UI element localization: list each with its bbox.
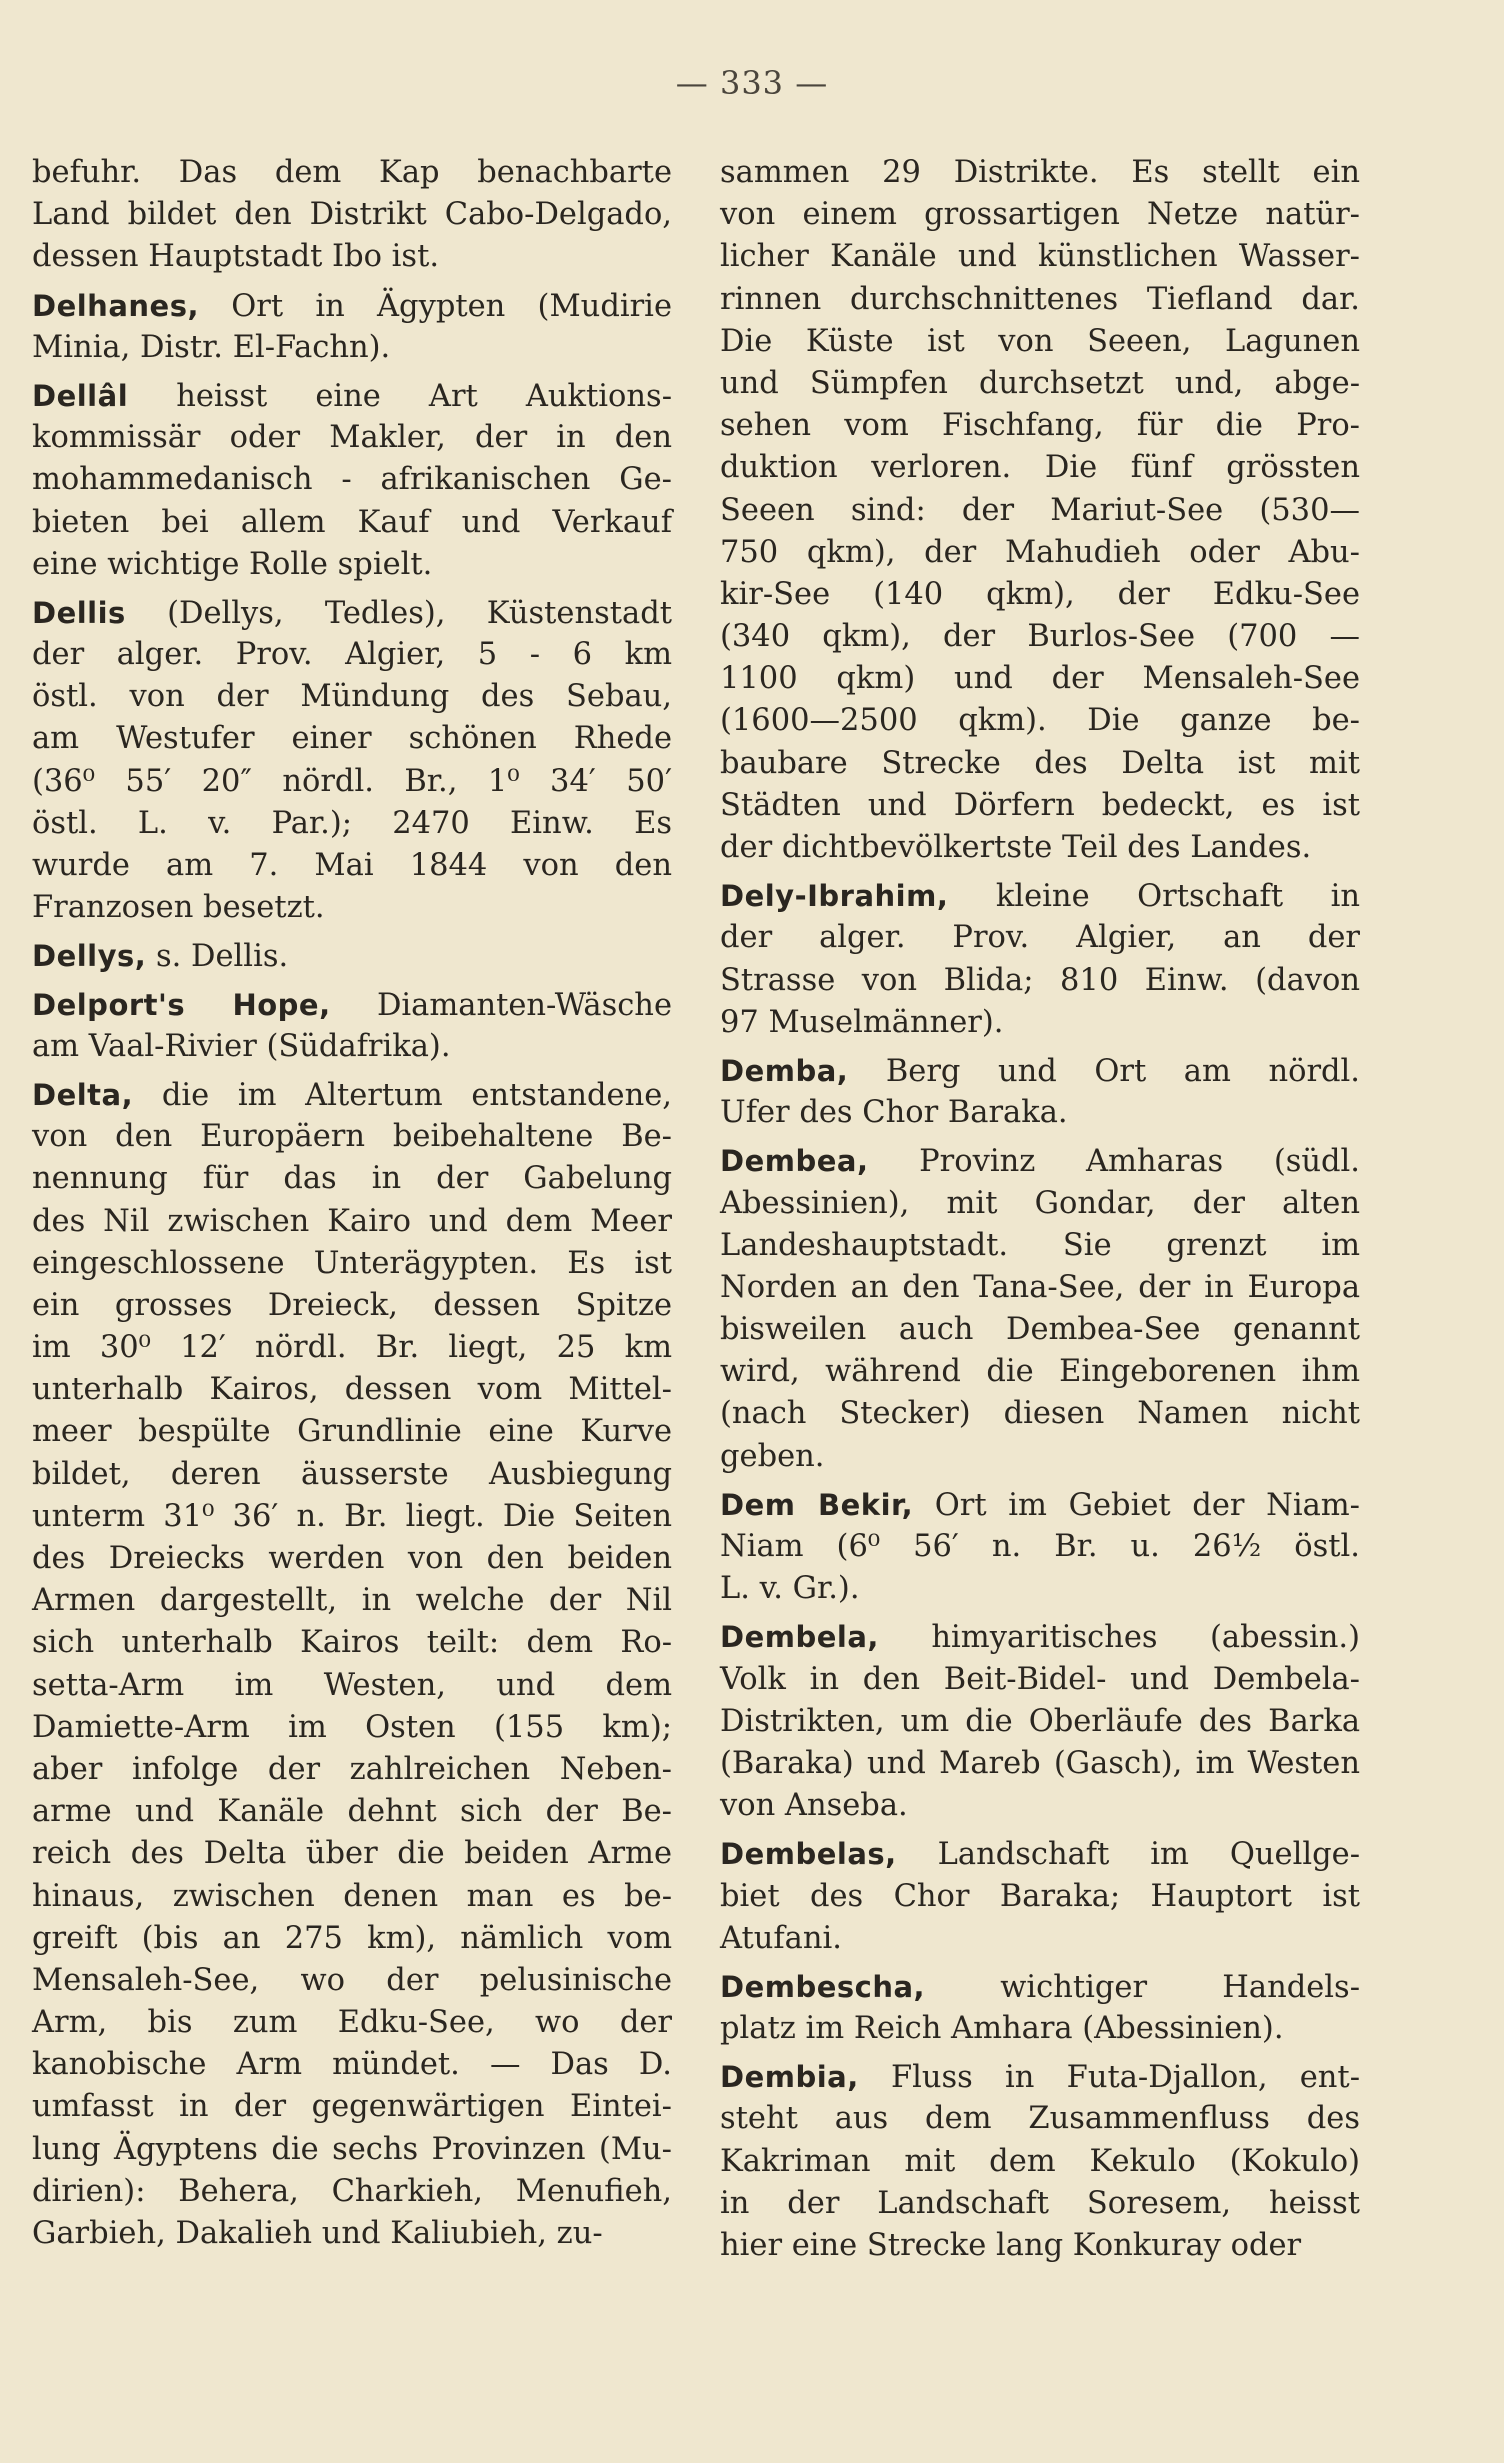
line-text: arme und Kanäle dehnt sich der Be- <box>32 1794 672 1830</box>
text-line <box>720 1568 1360 1610</box>
line-text: Atufani. <box>720 1920 842 1956</box>
line-text: kanobische Arm mündet. — Das D. <box>32 2047 672 2083</box>
text-line <box>32 152 672 194</box>
line-text: des Dreiecks werden von den beiden <box>32 1541 672 1576</box>
text-line <box>720 2225 1360 2267</box>
text-line <box>32 1665 672 1707</box>
dictionary-entry <box>720 1050 1360 1134</box>
text-line <box>720 1616 1360 1658</box>
line-text: die im Altertum entstandene, <box>133 1077 672 1113</box>
line-text: umfasst in der gegenwärtigen Eintei- <box>32 2089 672 2125</box>
text-line <box>720 658 1360 700</box>
text-line <box>32 1201 672 1243</box>
dictionary-entry <box>32 1074 672 2255</box>
text-line <box>720 827 1360 869</box>
text-line <box>720 321 1360 363</box>
text-line <box>720 194 1360 236</box>
text-line <box>32 1580 672 1622</box>
entry-keyword: Delta, <box>32 1077 134 1112</box>
text-line <box>720 1309 1360 1351</box>
text-line <box>720 1918 1360 1960</box>
line-text: von einem grossartigen Netze natür- <box>720 197 1360 233</box>
text-line <box>720 1267 1360 1309</box>
line-text: am Vaal-Rivier (Südafrika). <box>32 1028 451 1064</box>
line-text: Ufer des Chor Baraka. <box>720 1095 1068 1131</box>
line-text: eine wichtige Rolle spielt. <box>32 546 433 582</box>
text-line <box>32 845 672 887</box>
line-text: greift (bis an 275 km), nämlich vom <box>32 1920 672 1956</box>
text-line <box>32 1285 672 1327</box>
text-line <box>32 502 672 544</box>
line-text: kir-See (140 qkm), der Edku-See <box>720 576 1360 612</box>
dictionary-entry <box>32 984 672 1068</box>
line-text: Arm, bis zum Edku-See, wo der <box>32 2005 672 2041</box>
entry-keyword: Dembea, <box>720 1144 869 1179</box>
text-line <box>32 236 672 278</box>
text-line <box>32 194 672 236</box>
line-text: (340 qkm), der Burlos-See (700 — <box>720 619 1360 655</box>
text-line <box>720 1526 1360 1568</box>
left-column <box>32 152 672 2261</box>
line-text: Niam (6⁰ 56′ n. Br. u. 26½ östl. <box>720 1529 1360 1564</box>
text-line <box>720 2141 1360 2183</box>
text-line <box>720 1183 1360 1225</box>
line-text: Fluss in Futa-Djallon, ent- <box>858 2060 1360 2096</box>
line-text: bieten bei allem Kauf und Verkauf <box>32 504 672 540</box>
dictionary-entry <box>720 1833 1360 1960</box>
text-line <box>32 544 672 586</box>
line-text: steht aus dem Zusammenfluss des <box>720 2101 1360 2137</box>
line-text: platz im Reich Amhara (Abessinien). <box>720 2011 1284 2047</box>
line-text: Landeshauptstadt. Sie grenzt im <box>720 1227 1360 1263</box>
line-text: Armen dargestellt, in welche der Nil <box>32 1583 672 1619</box>
line-text: dirien): Behera, Charkieh, Menufieh, <box>32 2173 672 2209</box>
text-line <box>32 1026 672 1068</box>
text-line <box>32 935 672 977</box>
text-line <box>720 1050 1360 1092</box>
line-text: Land bildet den Distrikt Cabo-Delgado, <box>32 197 672 233</box>
dictionary-entry <box>720 1484 1360 1611</box>
line-text: ein grosses Dreieck, dessen Spitze <box>32 1287 672 1323</box>
line-text: aber infolge der zahlreichen Neben- <box>32 1751 672 1787</box>
line-text: geben. <box>720 1438 825 1474</box>
text-line <box>32 2213 672 2255</box>
line-text: setta-Arm im Westen, und dem <box>32 1667 672 1703</box>
line-text: biet des Chor Baraka; Hauptort ist <box>720 1878 1360 1914</box>
line-text: mohammedanisch - afrikanischen Ge- <box>32 462 672 498</box>
dictionary-entry <box>32 285 672 369</box>
text-line <box>32 634 672 676</box>
line-text: Abessinien), mit Gondar, der alten <box>720 1185 1360 1221</box>
line-text: rinnen durchschnittenes Tiefland dar. <box>720 281 1360 317</box>
dictionary-entry <box>32 935 672 977</box>
line-text: sehen vom Fischfang, für die Pro- <box>720 408 1360 444</box>
line-text: licher Kanäle und künstlichen Wasser- <box>720 239 1360 275</box>
line-text: 97 Muselmänner). <box>720 1004 1004 1040</box>
text-line <box>720 2008 1360 2050</box>
text-line <box>32 676 672 718</box>
line-text: kleine Ortschaft in <box>948 879 1360 915</box>
text-line <box>720 1833 1360 1875</box>
text-line <box>720 405 1360 447</box>
text-line <box>32 2171 672 2213</box>
text-line <box>720 2098 1360 2140</box>
text-line <box>720 1436 1360 1478</box>
text-line <box>32 2086 672 2128</box>
text-line <box>720 917 1360 959</box>
entry-keyword: Delport's Hope, <box>32 987 331 1022</box>
text-line <box>720 1659 1360 1701</box>
line-text: der dichtbevölkertste Teil des Landes. <box>720 830 1312 865</box>
line-text: duktion verloren. Die fünf grössten <box>720 450 1360 486</box>
line-text: Landschaft im Quellge- <box>896 1837 1360 1873</box>
line-text: Volk in den Beit-Bidel- und Dembela- <box>720 1661 1360 1697</box>
text-line <box>32 887 672 929</box>
line-text: von den Europäern beibehaltene Be- <box>32 1119 672 1155</box>
text-line <box>32 718 672 760</box>
line-text: Norden an den Tana-See, der in Europa <box>720 1269 1360 1305</box>
text-line <box>32 1116 672 1158</box>
entry-keyword: Delhanes, <box>32 288 199 323</box>
text-line <box>32 285 672 327</box>
text-line <box>720 2183 1360 2225</box>
dictionary-entry <box>32 592 672 930</box>
text-line <box>720 236 1360 278</box>
text-line <box>720 574 1360 616</box>
line-text: des Nil zwischen Kairo und dem Meer <box>32 1203 672 1239</box>
line-text: Provinz Amharas (südl. <box>868 1144 1360 1180</box>
line-text: Ort im Gebiet der Niam- <box>913 1487 1360 1523</box>
text-line <box>32 2002 672 2044</box>
text-line <box>32 375 672 417</box>
line-text: Berg und Ort am nördl. <box>848 1053 1360 1089</box>
text-line <box>720 152 1360 194</box>
line-text: (36⁰ 55′ 20″ nördl. Br., 1⁰ 34′ 50′ <box>32 763 672 799</box>
line-text: Minia, Distr. El-Fachn). <box>32 329 391 365</box>
text-line <box>720 279 1360 321</box>
line-text: der alger. Prov. Algier, 5 - 6 km <box>32 637 672 673</box>
text-line <box>720 1225 1360 1267</box>
dictionary-entry <box>720 152 1360 869</box>
line-text: östl. von der Mündung des Sebau, <box>32 679 672 715</box>
line-text: der alger. Prov. Algier, an der <box>720 920 1360 956</box>
text-line <box>32 803 672 845</box>
text-line <box>32 417 672 459</box>
text-line <box>32 2044 672 2086</box>
line-text: am Westufer einer schönen Rhede <box>32 721 672 757</box>
dictionary-entry <box>720 1140 1360 1478</box>
line-text: hier eine Strecke lang Konkuray oder <box>720 2228 1302 2263</box>
dictionary-entry <box>720 1616 1360 1827</box>
text-line <box>720 1966 1360 2008</box>
text-line <box>32 327 672 369</box>
text-line <box>32 1496 672 1538</box>
text-line <box>720 363 1360 405</box>
text-line <box>720 785 1360 827</box>
text-line <box>32 1960 672 2002</box>
line-text: nennung für das in der Gabelung <box>32 1161 672 1197</box>
line-text: himyaritisches (abessin.) <box>878 1620 1360 1656</box>
text-line <box>720 1393 1360 1435</box>
line-text: Strasse von Blida; 810 Einw. (davon <box>720 962 1360 998</box>
line-text: meer bespülte Grundlinie eine Kurve <box>32 1414 672 1450</box>
line-text: Distrikten, um die Oberläufe des Barka <box>720 1703 1360 1739</box>
line-text: Garbieh, Dakalieh und Kaliubieh, zu- <box>32 2216 603 2251</box>
text-line <box>720 960 1360 1002</box>
line-text: heisst eine Art Auktions- <box>128 378 672 414</box>
line-text: kommissär oder Makler, der in den <box>32 420 672 456</box>
text-line <box>720 532 1360 574</box>
text-line <box>720 490 1360 532</box>
dictionary-entry <box>720 2056 1360 2267</box>
line-text: dessen Hauptstadt Ibo ist. <box>32 239 440 275</box>
line-text: unterm 31⁰ 36′ n. Br. liegt. Die Seiten <box>32 1498 672 1534</box>
line-text: hinaus, zwischen denen man es be- <box>32 1878 672 1914</box>
line-text: Die Küste ist von Seeen, Lagunen <box>720 323 1360 359</box>
line-text: (nach Stecker) diesen Namen nicht <box>720 1396 1360 1432</box>
text-line <box>720 1701 1360 1743</box>
line-text: wurde am 7. Mai 1844 von den <box>32 848 672 883</box>
text-line <box>32 1327 672 1369</box>
entry-keyword: Dembelas, <box>720 1837 897 1872</box>
text-line <box>32 2129 672 2171</box>
text-line <box>720 1876 1360 1918</box>
entry-keyword: Dembia, <box>720 2060 859 2095</box>
line-text: lung Ägyptens die sechs Provinzen (Mu- <box>32 2131 672 2167</box>
line-text: im 30⁰ 12′ nördl. Br. liegt, 25 km <box>32 1330 672 1366</box>
text-line <box>720 1743 1360 1785</box>
text-line <box>32 1918 672 1960</box>
text-line <box>32 1369 672 1411</box>
line-text: Diamanten-Wäsche <box>330 987 673 1023</box>
dictionary-entry <box>720 1966 1360 2050</box>
line-text: bisweilen auch Dembea-See genannt <box>720 1312 1360 1348</box>
line-text: (Baraka) und Mareb (Gasch), im Westen <box>720 1745 1360 1781</box>
text-line <box>720 700 1360 742</box>
text-line <box>32 761 672 803</box>
text-line <box>32 1074 672 1116</box>
line-text: von Anseba. <box>720 1788 908 1824</box>
line-text: L. v. Gr.). <box>720 1571 860 1607</box>
text-line <box>720 743 1360 785</box>
text-line <box>32 1876 672 1918</box>
text-line <box>32 1622 672 1664</box>
entry-keyword: Dellâl <box>32 378 129 413</box>
text-line <box>720 1785 1360 1827</box>
text-line <box>720 875 1360 917</box>
line-text: Franzosen besetzt. <box>32 890 325 926</box>
line-text: in der Landschaft Soresem, heisst <box>720 2185 1360 2221</box>
right-column <box>720 152 1360 2273</box>
entry-keyword: Dem Bekir, <box>720 1487 914 1522</box>
text-line <box>32 1243 672 1285</box>
text-line <box>32 1454 672 1496</box>
line-text: (1600—2500 qkm). Die ganze be- <box>720 703 1360 739</box>
line-text: Städten und Dörfern bedeckt, es ist <box>720 787 1360 823</box>
text-line <box>32 1538 672 1580</box>
entry-keyword: Dembescha, <box>720 1969 926 2004</box>
line-text: Mensaleh-See, wo der pelusinische <box>32 1962 672 1998</box>
line-text: und Sümpfen durchsetzt und, abge- <box>720 365 1360 401</box>
line-text: (Dellys, Tedles), Küstenstadt <box>125 595 672 631</box>
line-text: bildet, deren äusserste Ausbiegung <box>32 1456 672 1492</box>
line-text: reich des Delta über die beiden Arme <box>32 1836 672 1872</box>
line-text: Ort in Ägypten (Mudirie <box>199 288 672 324</box>
line-text: Seeen sind: der Mariut-See (530— <box>720 492 1360 528</box>
entry-keyword: Dellys, <box>32 939 147 974</box>
entry-keyword: Dembela, <box>720 1620 879 1655</box>
line-text: Damiette-Arm im Osten (155 km); <box>32 1709 672 1745</box>
line-text: Kakriman mit dem Kekulo (Kokulo) <box>720 2143 1360 2179</box>
text-line <box>32 984 672 1026</box>
text-line <box>32 1749 672 1791</box>
text-line <box>720 447 1360 489</box>
line-text: sich unterhalb Kairos teilt: dem Ro- <box>32 1625 672 1661</box>
entry-keyword: Demba, <box>720 1053 849 1088</box>
text-line <box>32 1707 672 1749</box>
line-text: befuhr. Das dem Kap benachbarte <box>32 155 672 190</box>
line-text: s. Dellis. <box>146 939 289 975</box>
text-line <box>32 1158 672 1200</box>
text-line <box>720 616 1360 658</box>
dictionary-entry <box>32 375 672 586</box>
entry-keyword: Dely-Ibrahim, <box>720 879 949 914</box>
line-text: eingeschlossene Unterägypten. Es ist <box>32 1245 672 1281</box>
text-line <box>720 1484 1360 1526</box>
text-line <box>720 1092 1360 1134</box>
line-text: 750 qkm), der Mahudieh oder Abu- <box>720 534 1360 570</box>
line-text: 1100 qkm) und der Mensaleh-See <box>720 661 1360 697</box>
text-line <box>32 459 672 501</box>
line-text: wird, während die Eingeborenen ihm <box>720 1354 1360 1390</box>
line-text: östl. L. v. Par.); 2470 Einw. Es <box>32 805 672 841</box>
line-text: sammen 29 Distrikte. Es stellt ein <box>720 155 1360 190</box>
text-line <box>32 592 672 634</box>
text-line <box>720 1002 1360 1044</box>
line-text: wichtiger Handels- <box>925 1969 1360 2005</box>
text-line <box>32 1411 672 1453</box>
line-text: baubare Strecke des Delta ist mit <box>720 745 1360 781</box>
text-line <box>32 1791 672 1833</box>
text-line <box>720 1351 1360 1393</box>
page-number: — 333 — <box>675 64 829 102</box>
dictionary-entry <box>32 152 672 279</box>
text-line <box>720 2056 1360 2098</box>
text-line <box>720 1140 1360 1182</box>
dictionary-entry <box>720 875 1360 1044</box>
line-text: unterhalb Kairos, dessen vom Mittel- <box>32 1372 672 1408</box>
text-line <box>32 1833 672 1875</box>
entry-keyword: Dellis <box>32 595 126 630</box>
